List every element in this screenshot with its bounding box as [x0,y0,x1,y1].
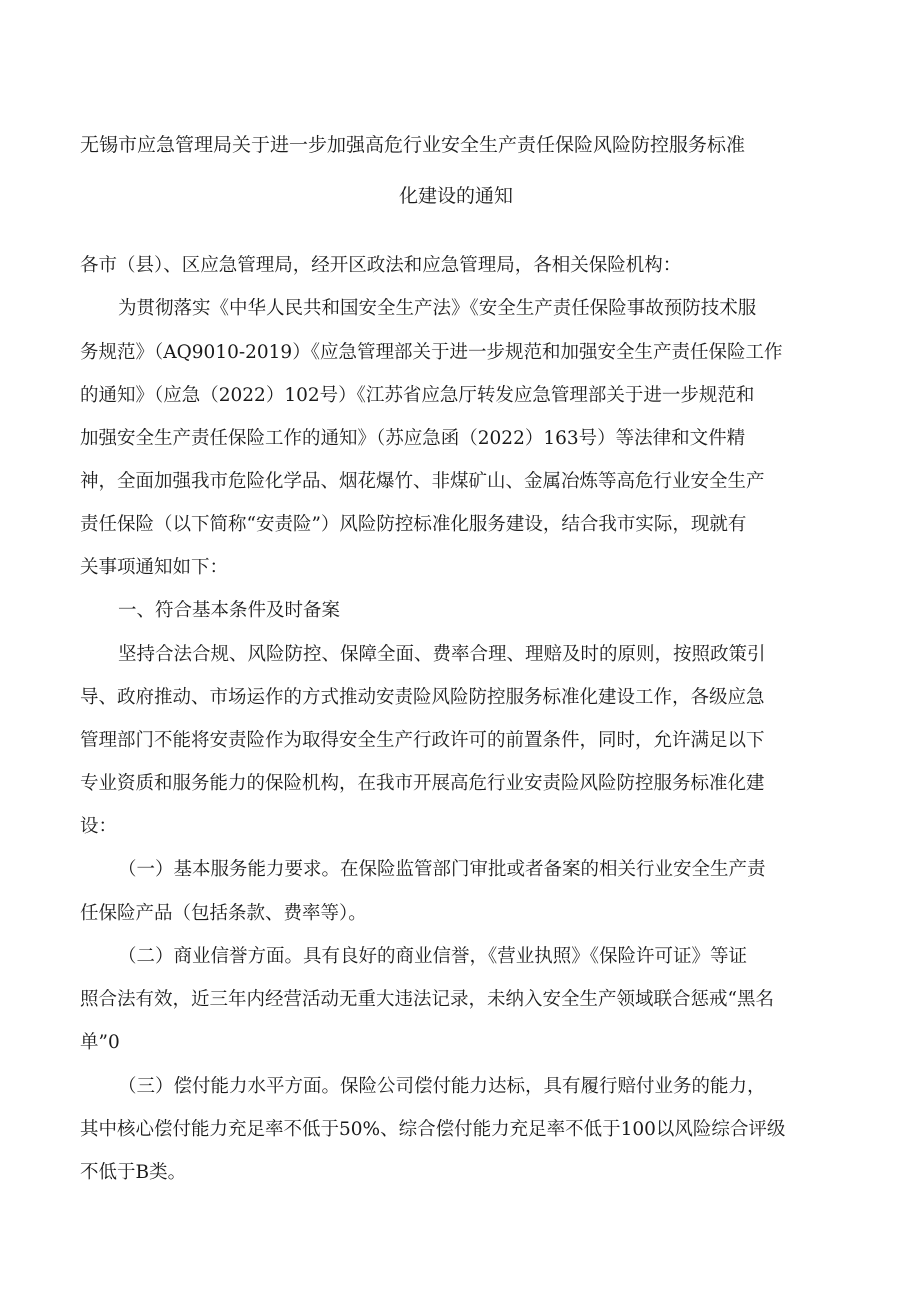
item-1-line: 任保险产品（包括条款、费率等）。 [80,903,367,924]
intro-line: 责任保险（以下简称“安责险”）风险防控标准化服务建设，结合我市实际，现就有 [80,514,747,535]
intro-line: 加强安全生产责任保险工作的通知》（苏应急函（2022）163号）等法律和文件精 [80,428,746,449]
item-3-line: 其中核心偿付能力充足率不低于50%、综合偿付能力充足率不低于100以风险综合评级 [80,1119,786,1140]
title-line-1: 无锡市应急管理局关于进一步加强高危行业安全生产责任保险风险防控服务标准 [80,134,746,156]
item-2-line: 单”0 [80,1032,120,1053]
intro-line: 关事项通知如下： [80,557,229,578]
title-line-2: 化建设的通知 [399,185,514,207]
item-2-line: （二）商业信誉方面。具有良好的商业信誉，《营业执照》《保险许可证》等证 [118,946,748,967]
section-body-line: 导、政府推动、市场运作的方式推动安责险风险防控服务标准化建设工作，各级应急 [80,687,765,708]
item-3-line: 不低于B类。 [80,1162,187,1183]
salutation: 各市（县）、区应急管理局，经开区政法和应急管理局，各相关保险机构： [80,255,682,276]
intro-line: 务规范》（AQ9010-2019）《应急管理部关于进一步规范和加强安全生产责任保险工作 [80,342,783,363]
section-body-line: 专业资质和服务能力的保险机构，在我市开展高危行业安责险风险防控服务标准化建 [80,773,765,794]
section-body-line: 坚持合法合规、风险防控、保障全面、费率合理、理赔及时的原则，按照政策引 [118,644,766,665]
section-body-line: 管理部门不能将安责险作为取得安全生产行政许可的前置条件，同时，允许满足以下 [80,730,765,751]
item-1-line: （一）基本服务能力要求。在保险监管部门审批或者备案的相关行业安全生产责 [118,859,766,880]
intro-line: 为贯彻落实《中华人民共和国安全生产法》《安全生产责任保险事故预防技术服 [118,298,757,319]
intro-line: 的通知》（应急（2022）102号）《江苏省应急厅转发应急管理部关于进一步规范和 [80,385,755,406]
item-3-line: （三）偿付能力水平方面。保险公司偿付能力达标，具有履行赔付业务的能力， [118,1076,766,1097]
intro-line: 神，全面加强我市危险化学品、烟花爆竹、非煤矿山、金属冶炼等高危行业安全生产 [80,471,765,492]
section-body-line: 设： [80,816,118,837]
section-heading: 一、符合基本条件及时备案 [118,600,341,621]
item-2-line: 照合法有效，近三年内经营活动无重大违法记录，未纳入安全生产领域联合惩戒“黑名 [80,989,774,1010]
